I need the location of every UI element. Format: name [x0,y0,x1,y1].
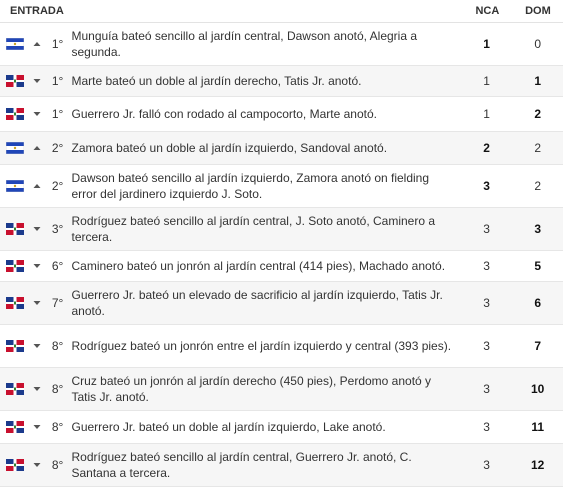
play-description: Cruz bateó un jonrón al jardín derecho (450 pies), Perdomo anotó y Tatis Jr. anotó. [71,374,432,404]
dom-score: 3 [534,222,542,236]
table-row [0,66,563,97]
table-row [0,251,563,282]
dom-score: 0 [534,37,542,51]
play-description: Dawson bateó sencillo al jardín izquierdo, Zamora anotó on fielding error del jardinero izquierdo J. Soto. [71,171,430,201]
table-row [0,282,563,325]
inning-bottom-arrow-icon [30,343,44,349]
play-description: Rodríguez bateó sencillo al jardín central, Guerrero Jr. anotó, C. Santana a tercera. [71,450,412,480]
inning-number: 2° [51,141,64,155]
dominican-flag-icon [0,297,30,309]
dominican-flag-icon [0,108,30,120]
inning-number: 7° [51,296,64,310]
inning-bottom-arrow-icon [30,111,44,117]
play-description: Guerrero Jr. falló con rodado al campocorto, Marte anotó. [71,107,377,121]
nca-score: 3 [483,179,490,193]
nca-score: 3 [483,382,490,396]
table-row [0,444,563,487]
nca-score: 1 [483,37,490,51]
dominican-flag-icon [0,223,30,235]
inning-bottom-arrow-icon [30,424,44,430]
inning-number: 1° [51,37,64,51]
inning-number: 2° [51,179,64,193]
dom-score: 7 [534,339,542,353]
dom-score: 2 [534,107,542,121]
inning-bottom-arrow-icon [30,462,44,468]
inning-number: 3° [51,222,64,236]
dom-score: 2 [534,141,542,155]
inning-number: 1° [51,74,64,88]
play-description: Marte bateó un doble al jardín derecho, Tatis Jr. anotó. [71,74,362,88]
inning-number: 1° [51,107,64,121]
nca-score: 2 [483,141,490,155]
dom-score: 1 [534,74,542,88]
nca-score: 3 [483,339,490,353]
dominican-flag-icon [0,340,30,352]
inning-bottom-arrow-icon [30,78,44,84]
dom-score: 12 [531,458,545,472]
nca-score: 3 [483,420,490,434]
inning-bottom-arrow-icon [30,386,44,392]
table-row [0,411,563,444]
inning-number: 8° [51,458,64,472]
nca-score: 3 [483,296,490,310]
dom-score: 5 [534,259,542,273]
dominican-flag-icon [0,459,30,471]
dominican-flag-icon [0,383,30,395]
inning-number: 6° [51,259,64,273]
play-description: Guerrero Jr. bateó un elevado de sacrificio al jardín izquierdo, Tatis Jr. anotó. [71,288,443,318]
inning-top-arrow-icon [30,145,44,151]
dominican-flag-icon [0,75,30,87]
table-row [0,368,563,411]
table-row [0,132,563,165]
table-row [0,23,563,66]
inning-bottom-arrow-icon [30,263,44,269]
dom-score: 10 [531,382,545,396]
inning-number: 8° [51,382,64,396]
inning-bottom-arrow-icon [30,300,44,306]
table-row [0,165,563,208]
play-description: Caminero bateó un jonrón al jardín central (414 pies), Machado anotó. [71,259,446,273]
header-entrada: ENTRADA [10,5,64,17]
dom-score: 2 [534,179,542,193]
nicaragua-flag-icon [0,180,30,192]
nca-score: 3 [483,458,490,472]
header-dom: DOM [525,5,551,17]
dominican-flag-icon [0,260,30,272]
inning-top-arrow-icon [30,41,44,47]
table-row [0,97,563,132]
play-description: Guerrero Jr. bateó un doble al jardín izquierdo, Lake anotó. [71,420,386,434]
table-row [0,208,563,251]
inning-top-arrow-icon [30,183,44,189]
play-description: Munguía bateó sencillo al jardín central, Dawson anotó, Alegria a segunda. [71,29,418,59]
nca-score: 1 [483,107,490,121]
nicaragua-flag-icon [0,38,30,50]
dominican-flag-icon [0,421,30,433]
nicaragua-flag-icon [0,142,30,154]
table-header [0,0,563,23]
dom-score: 6 [534,296,542,310]
play-description: Rodríguez bateó sencillo al jardín central, J. Soto anotó, Caminero a tercera. [71,214,436,244]
dom-score: 11 [531,420,545,434]
table-row [0,325,563,368]
play-description: Zamora bateó un doble al jardín izquierdo, Sandoval anotó. [71,141,388,155]
table-body [0,23,563,487]
inning-number: 8° [51,339,64,353]
inning-number: 8° [51,420,64,434]
nca-score: 3 [483,259,490,273]
header-nca: NCA [475,5,500,17]
inning-bottom-arrow-icon [30,226,44,232]
nca-score: 3 [483,222,490,236]
play-description: Rodríguez bateó un jonrón entre el jardín izquierdo y central (393 pies). [71,339,452,353]
nca-score: 1 [483,74,490,88]
